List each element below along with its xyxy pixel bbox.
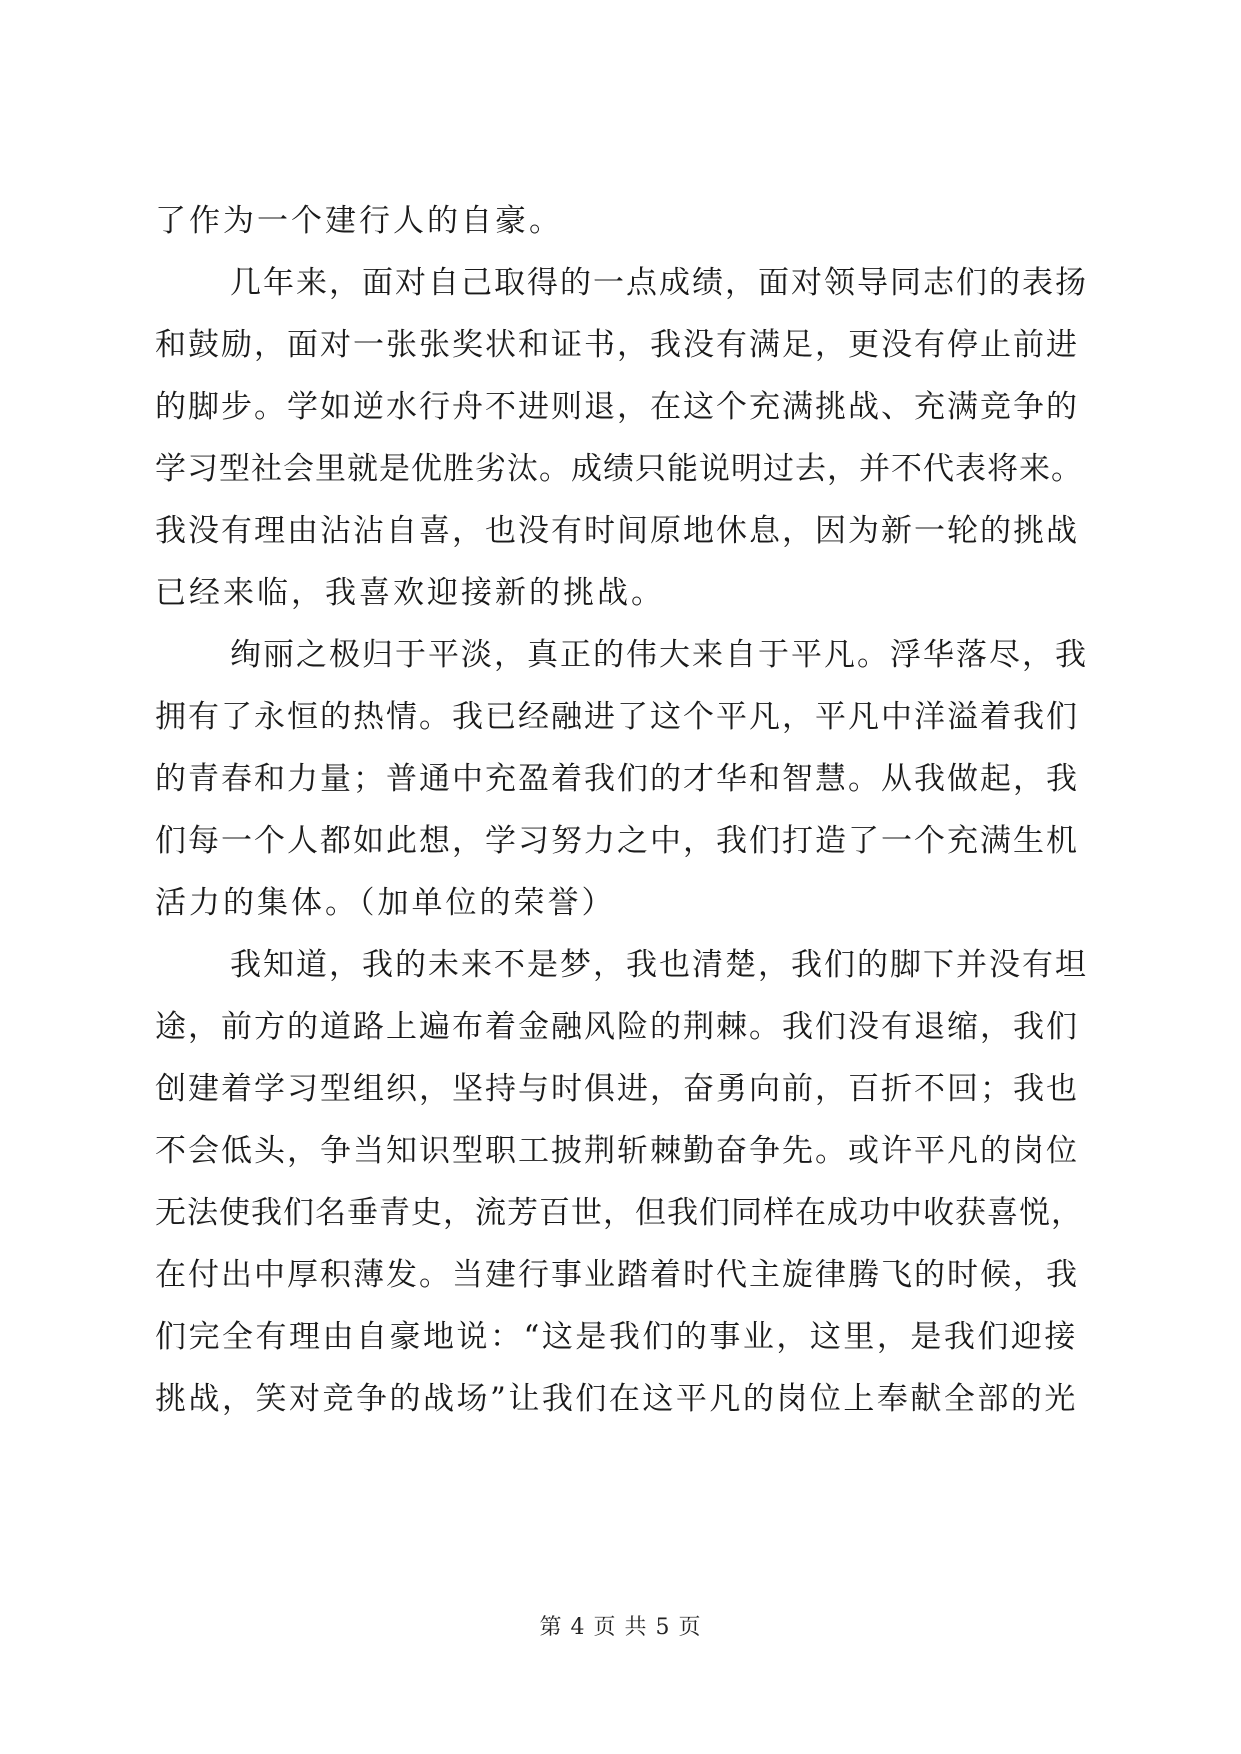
text-line: 和鼓励，面对一张张奖状和证书，我没有满足，更没有停止前进 xyxy=(155,327,1079,363)
text-line: 无法使我们名垂青史，流芳百世，但我们同样在成功中收获喜悦， xyxy=(155,1195,1083,1231)
paragraph-line: 几年来，面对自己取得的一点成绩，面对领导同志们的表扬 xyxy=(230,265,1088,301)
text-line: 挑战，笑对竞争的战场”让我们在这平凡的岗位上奉献全部的光 xyxy=(155,1381,1078,1417)
text-line: 在付出中厚积薄发。当建行事业踏着时代主旋律腾飞的时候，我 xyxy=(155,1257,1079,1293)
text-line: 创建着学习型组织，坚持与时俱进，奋勇向前，百折不回；我也 xyxy=(155,1071,1079,1107)
text-line: 学习型社会里就是优胜劣汰。成绩只能说明过去，并不代表将来。 xyxy=(155,451,1083,487)
text-line: 的脚步。学如逆水行舟不进则退，在这个充满挑战、充满竞争的 xyxy=(155,389,1079,425)
paragraph-line: 绚丽之极归于平淡，真正的伟大来自于平凡。浮华落尽，我 xyxy=(230,637,1088,673)
paragraph-line: 我知道，我的未来不是梦，我也清楚，我们的脚下并没有坦 xyxy=(230,947,1088,983)
text-line: 了作为一个建行人的自豪。 xyxy=(155,203,563,239)
text-line: 活力的集体。（加单位的荣誉） xyxy=(155,885,616,921)
text-line: 途，前方的道路上遍布着金融风险的荆棘。我们没有退缩，我们 xyxy=(155,1009,1079,1045)
page-footer: 第 4 页 共 5 页 xyxy=(539,1615,702,1640)
text-line: 拥有了永恒的热情。我已经融进了这个平凡，平凡中洋溢着我们 xyxy=(155,699,1079,735)
text-line: 们完全有理由自豪地说：“这是我们的事业，这里，是我们迎接 xyxy=(155,1319,1078,1355)
text-line: 们每一个人都如此想，学习努力之中，我们打造了一个充满生机 xyxy=(155,823,1079,859)
text-line: 我没有理由沾沾自喜，也没有时间原地休息，因为新一轮的挑战 xyxy=(155,513,1079,549)
text-line: 的青春和力量；普通中充盈着我们的才华和智慧。从我做起，我 xyxy=(155,761,1079,797)
text-line: 已经来临，我喜欢迎接新的挑战。 xyxy=(155,575,665,611)
text-line: 不会低头，争当知识型职工披荆斩棘勤奋争先。或许平凡的岗位 xyxy=(155,1133,1079,1169)
